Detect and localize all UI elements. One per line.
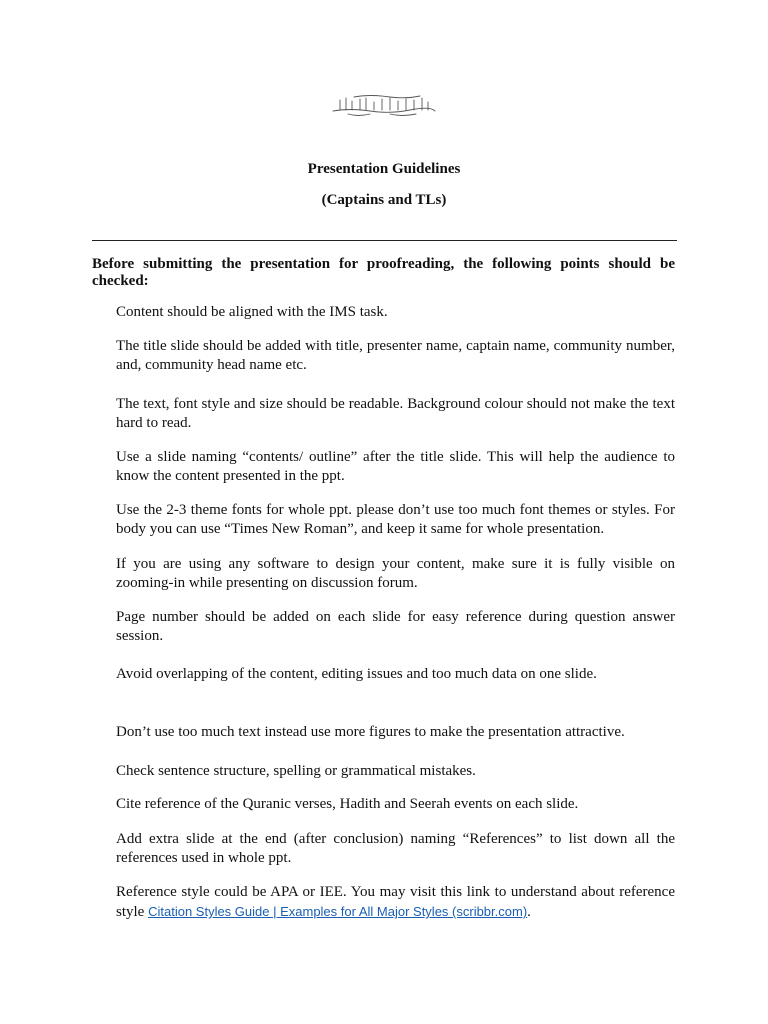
guideline-item: Avoid overlapping of the content, editing issues and too much data on one slide. (116, 666, 597, 682)
guideline-item: Add extra slide at the end (after conclusion) naming “References” to list down all the references used in whole ppt. (116, 831, 675, 866)
guideline-item-reference-style (116, 883, 675, 922)
page-title: Presentation Guidelines (307, 161, 461, 177)
guideline-item: Cite reference of the Quranic verses, Hadith and Seerah events on each slide. (116, 796, 579, 812)
intro-paragraph: Before submitting the presentation for proofreading, the following points should be checked: (92, 256, 675, 289)
citation-styles-guide-link[interactable]: Citation Styles Guide | Examples for All Major Styles (scribbr.com) (148, 904, 528, 919)
guideline-item: The text, font style and size should be readable. Background colour should not make the text hard to read. (116, 396, 675, 431)
reference-style-suffix: . (527, 904, 531, 920)
guideline-item: Don’t use too much text instead use more figures to make the presentation attractive. (116, 724, 625, 740)
reference-style-text: Reference style could be APA or IEE. You may visit this link to understand about reference style (116, 884, 675, 920)
guideline-item: If you are using any software to design your content, make sure it is fully visible on zooming-in while presenting on discussion forum. (116, 556, 675, 591)
page-subtitle: (Captains and TLs) (321, 192, 447, 208)
guideline-item: Content should be aligned with the IMS task. (116, 304, 388, 320)
horizontal-divider (92, 240, 677, 241)
guideline-item: Use the 2-3 theme fonts for whole ppt. please don’t use too much font themes or styles. For body you can use “Times New Roman”, and keep it same for whole presentation. (116, 502, 675, 537)
guideline-item: Check sentence structure, spelling or grammatical mistakes. (116, 763, 476, 779)
basmala-calligraphy-icon (330, 94, 438, 118)
guideline-item: Use a slide naming “contents/ outline” after the title slide. This will help the audience to know the content presented in the ppt. (116, 449, 675, 484)
guideline-item: The title slide should be added with title, presenter name, captain name, community number, and, community head name etc. (116, 338, 675, 373)
guideline-item: Page number should be added on each slide for easy reference during question answer session. (116, 609, 675, 644)
